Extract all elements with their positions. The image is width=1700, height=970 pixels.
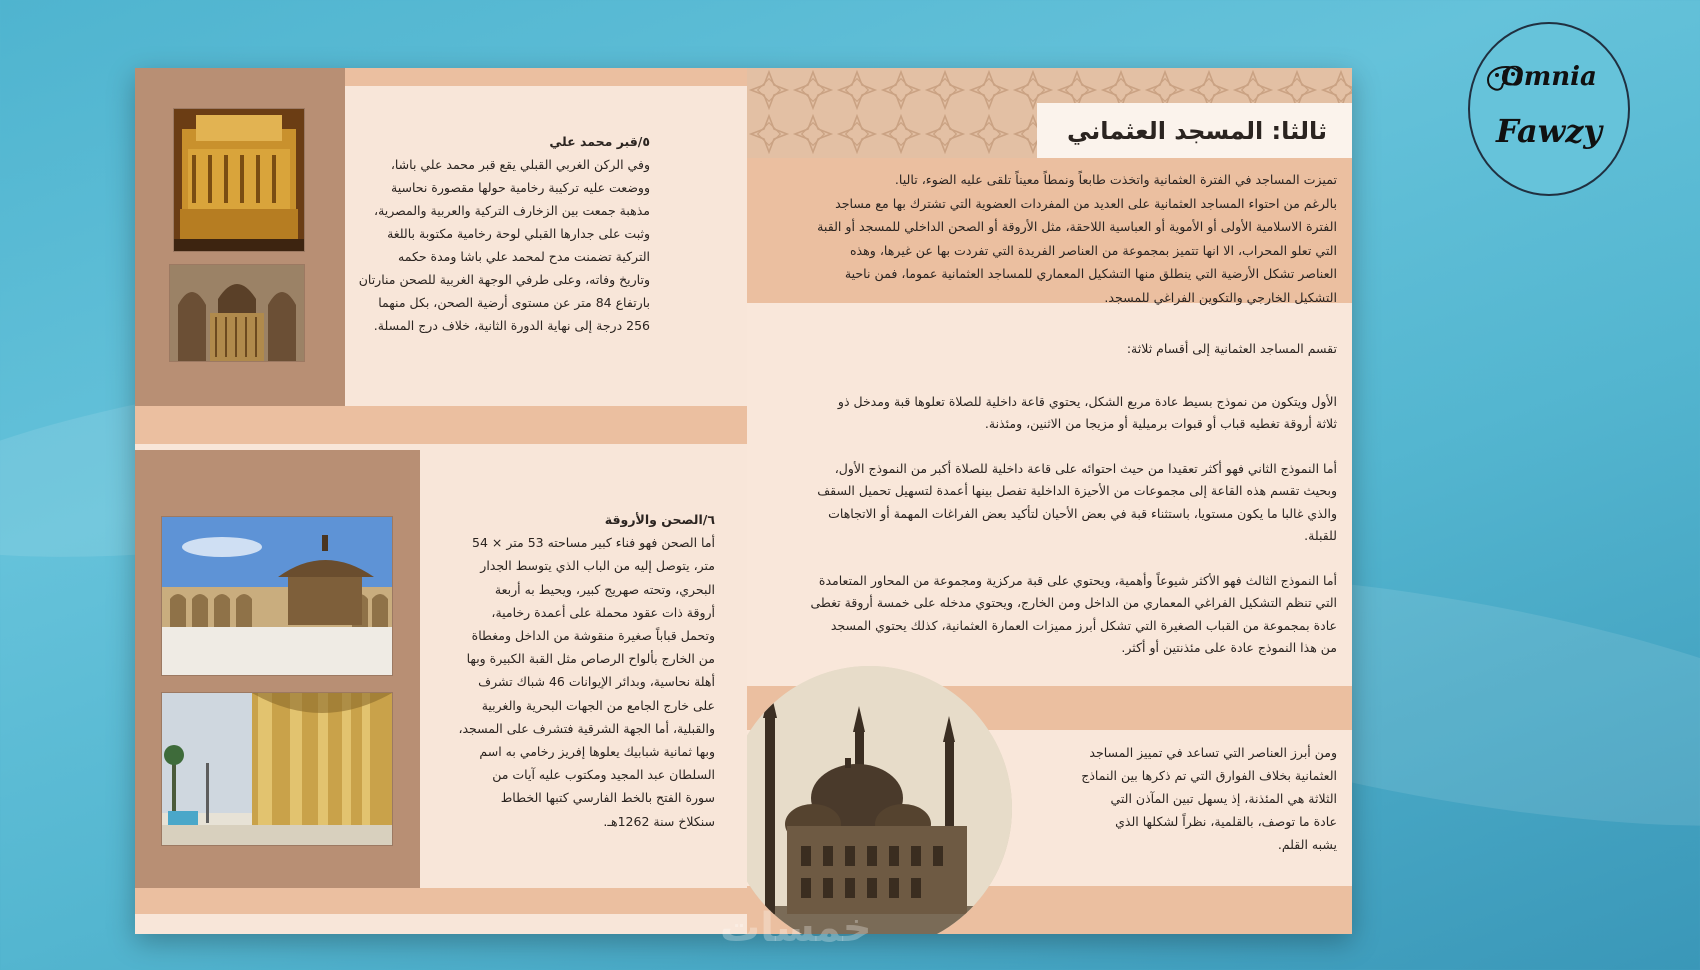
page-title: ثالثا: المسجد العثماني [1066,117,1327,145]
text-line: والقبلية، أما الجهة الشرقية فتشرف على المسجد، [458,720,715,736]
type-two-paragraph [775,458,1337,548]
text-line: عادة ما توصف، بالقلمية، نظراً لشكلها الذي [1115,814,1337,829]
text-line: التشكيل الخارجي والتكوين الفراغي للمسجد. [1104,289,1337,305]
logo-name-first: Omnia [1501,62,1597,92]
text-line: الأول ويتكون من نموذج بسيط عادة مربع الشكل، يحتوي قاعة داخلية للصلاة تعلوها قبة ومدخل ذو [837,393,1337,409]
text-line: أروقة ذات عقود محملة على أعمدة رخامية، [491,604,715,620]
tomb-gold-photo [173,108,305,252]
text-line: وتاريخ وفاته، وعلى طرفي الوجهة الغربية للصحن منارتان [358,272,650,287]
left-tan-strip-mid [135,406,747,444]
section-courtyard-heading: ٦/الصحن والأروقة [604,512,715,527]
text-line: الثلاثة هي المئذنة، إذ يسهل تبين المآذن التي [1110,791,1337,806]
text-line: وبحيث تقسم هذه القاعة إلى مجموعات من الأحيزة الداخلية تفصل بينها أعمدة لتسهيل تحميل السقف [817,483,1337,498]
text-line: 256 درجة إلى نهاية الدورة الثانية، خلاف درج المسلة. [373,318,650,333]
text-line: سنكلاخ سنة 1262هـ. [603,813,715,829]
text-line: والذي غالبا ما يكون مستويا، باستثناء قبة في بعض الأحيان لتأكيد بعض الفراغات المهمة أو الاتجاهات [828,505,1337,521]
text-line: العناصر تشكل الأرضية التي ينطلق منها التشكيل المعماري للمساجد العثمانية عموما، فمن ناحية [844,266,1337,281]
text-line: وبها ثمانية شبابيك يعلوها إفريز رخامي به اسم [479,744,715,760]
closing-text [1017,741,1337,856]
text-line: التي تنظم التشكيل الفراغي المعماري من الداخل ومن الخارج، ويحتوي مدخله على خمسة أروقة تغطى [810,595,1337,610]
text-line: سورة الفتح بالخط الفارسي كتبها الخطاط [500,790,715,806]
text-line: ومن أبرز العناصر التي تساعد في تمييز المساجد [1089,745,1337,760]
types-text [775,338,1337,682]
brand-logo [1468,22,1630,196]
text-line: وثبت على جدارها القبلي لوحة رخامية مكتوبة باللغة [387,226,650,241]
text-line: للقبلة. [1304,528,1337,543]
text-line: بالرغم من احتواء المساجد العثمانية على العديد من المفردات العضوية التي تشترك بها مع مساجد [835,195,1337,211]
text-line: تميزت المساجد في الفترة العثمانية واتخذت طابعاً ونمطاً معيناً تلقى عليه الضوء، تاليا. [894,172,1337,187]
text-line: وتحمل قباباً صغيرة منقوشة من الداخل ومغطاة [471,628,715,644]
text-line: أما النموذج الثاني فهو أكثر تعقيدا من حيث احتوائه على قاعة داخلية للصلاة أكبر من النموذج الأول، [834,460,1337,476]
intro-text [779,168,1337,309]
logo-name-last: Fawzy [1495,112,1602,150]
section-tomb-heading: ٥/قبر محمد علي [549,134,650,149]
text-line: يشبه القلم. [1277,837,1337,852]
text-line: وفي الركن الغربي القبلي يقع قبر محمد علي باشا، [390,157,650,172]
text-line: ثلاثة أروقة تغطيه قباب أو قبوات برميلية أو مزيجا من الاثنين، ومئذنة. [984,416,1337,431]
text-line: التي تعلو المحراب، الا انها تتميز بمجموعة من العناصر الفريدة التي تفردت بها عن غيرها، وهذه [849,242,1337,258]
text-line: ووضعت عليه تركيبة رخامية حولها مقصورة نحاسية [391,180,650,195]
text-line: عادة بمجموعة من القباب الصغيرة التي تشكل أبرز مميزات العمارة العثمانية، كذلك يحتوي المسجد [830,617,1337,633]
text-line: السلطان عبد المجيد ومكتوب عليه آيات من [492,767,715,783]
type-three-paragraph [775,570,1337,660]
text-line: العثمانية بخلاف الفوارق التي تم ذكرها بين النماذج [1081,768,1337,783]
left-page [135,68,747,934]
brochure-spread [135,68,1352,934]
type-one-paragraph [775,391,1337,436]
text-line: التركية تضمنت مدح لمحمد علي باشا ومدة حكمه [398,249,650,264]
right-page [747,68,1352,934]
text-line: من الخارج بألواح الرصاص مثل القبة الكبيرة وبها [466,651,715,667]
text-line: متر، يتوصل إليه من الباب الذي يتوسط الجدار [480,558,715,574]
division-heading: تقسم المساجد العثمانية إلى أقسام ثلاثة: [1126,341,1337,356]
text-line: مذهبة جمعت بين الزخارف التركية والعربية والمصرية، [374,203,650,218]
section-tomb-text [345,130,650,337]
courtyard-fountain-photo [161,516,393,676]
text-line: بارتفاع 84 متر عن مستوى أرضية الصحن، بكل منهما [378,295,650,310]
maqsura-photo [169,264,305,362]
section-courtyard-text [425,508,715,833]
text-line: أما النموذج الثالث فهو الأكثر شيوعاً وأهمية، ويحتوي على قبة مركزية ومجموعة من المحاور المتعامدة [818,572,1337,588]
text-line: أما الصحن فهو فناء كبير مساحته 53 متر × 54 [472,535,715,551]
text-line: من هذا النموذج عادة على مئذنتين أو أكثر. [1121,640,1337,655]
arcade-corridor-photo [161,692,393,846]
left-tan-strip-bottom [135,888,747,914]
left-tan-strip-top [345,68,747,86]
text-line: على خارج الجامع من الجهات البحرية والغربية [481,697,715,713]
text-line: أهلة نحاسية، وبدائر الإيوانات 46 شباك تشرف [478,674,715,690]
watermark-text: خمسات [720,905,872,951]
text-line: البحري، وتحته صهريج كبير، ويحيط به أربعة [494,581,715,597]
text-line: الفترة الاسلامية الأولى أو الأموية أو العباسية اللاحقة، مثل الأروقة أو الصحن الداخلي للمسجد أو القبة [817,219,1337,234]
